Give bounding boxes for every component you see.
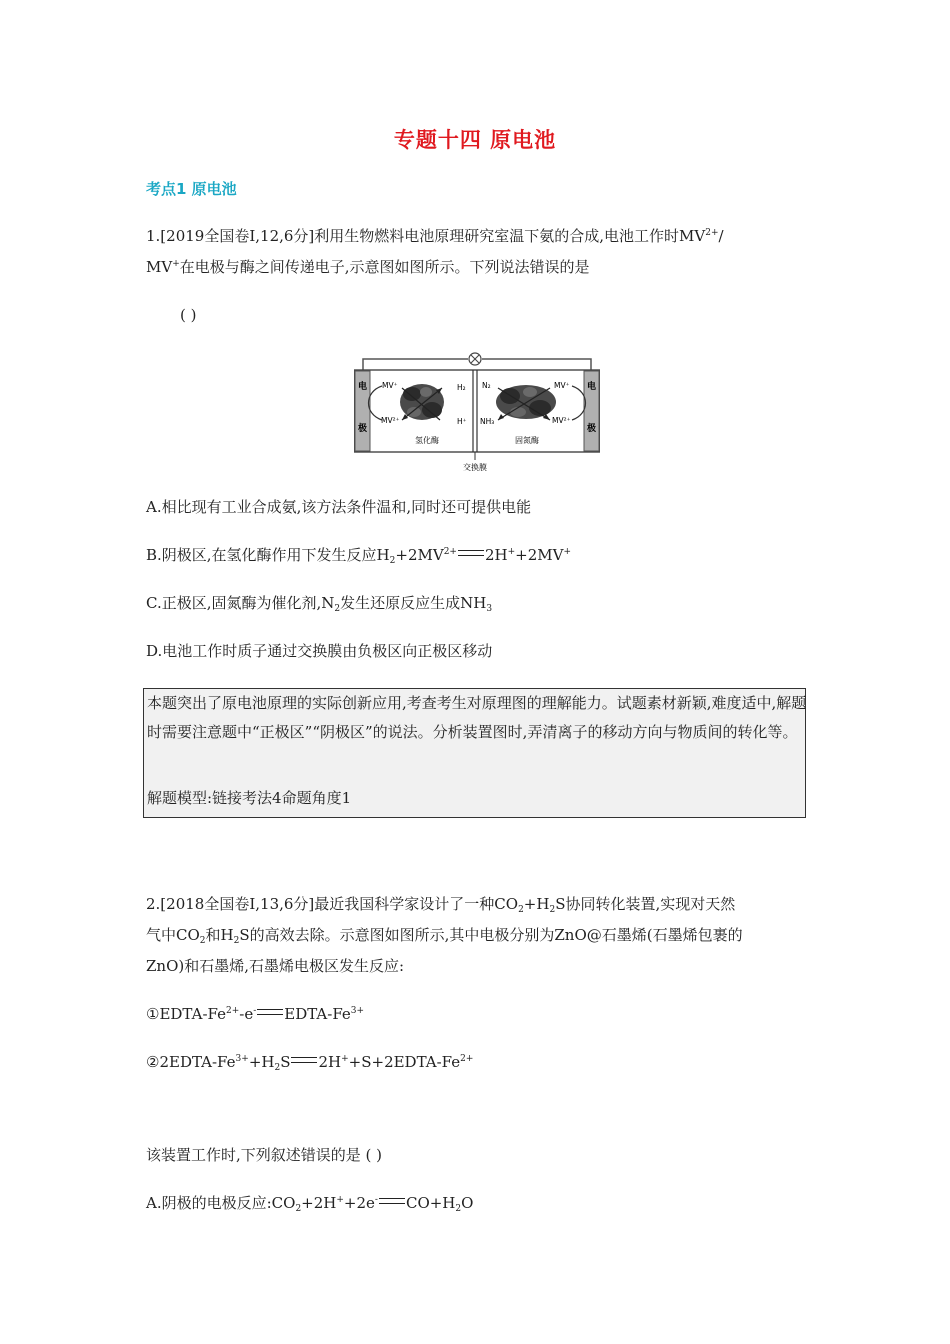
wire-right [482,359,591,370]
mv-plus-left: MV⁺ [382,381,398,390]
enzyme-left-label: 氢化酶 [415,436,439,445]
equals-sign [257,1009,283,1015]
enzyme-right-label: 固氮酶 [515,436,539,445]
q1-option-a: A.相比现有工业合成氨,该方法条件温和,同时还可提供电能 [146,498,532,516]
q2-reaction-1: ①EDTA-$Fe^{2+}-e^-$ EDTA-$Fe^{3+}$ [146,1005,365,1023]
analysis-box [143,688,806,818]
q1-stem-line1: 1.[2019全国卷Ⅰ,12,6分]利用生物燃料电池原理研究室温下氨的合成,电池工作时$MV^{2+}/$ [146,227,724,245]
wire-left [363,359,468,370]
q2-stem-line1: 2.[2018全国卷Ⅰ,13,6分]最近我国科学家设计了一种$CO_2+H_2S$协同转化装置,实现对天然 [146,895,736,915]
equals-sign [379,1198,405,1204]
mv2plus-right: MV²⁺ [552,416,571,425]
n2-label: N₂ [482,381,491,390]
q1-answer-blank: ( ) [180,306,197,324]
mv-plus-right: MV⁺ [554,381,570,390]
battery-diagram-svg [354,350,600,474]
q2-stem-line3: ZnO)和石墨烯,石墨烯电极区发生反应: [146,957,405,975]
analysis-text: 本题突出了原电池原理的实际创新应用,考查考生对原理图的理解能力。试题素材新颖,难度适中,解题时需要注意题中“正极区”“阴极区”的说法。分析装置图时,弄清离子的移动方向与物质间的转化等。 [147,694,807,741]
q2-stem-line2: 气中$CO_2$和$H_2S$的高效去除。示意图如图所示,其中电极分别为ZnO@石墨烯(石墨烯包裹的 [146,926,743,946]
q1-option-c: C.正极区,固氮酶为催化剂$,N_2$发生还原反应生成$NH_3$ [146,594,493,614]
electrode-left-label-2: 极 [357,424,368,434]
q1-option-b: B.阴极区,在氢化酶作用下发生反应$H_2+2MV^{2+}$ 2H++2MV+ [146,546,572,566]
electrode-right-label-1: 电 [586,382,597,392]
q2-question-stem: 该装置工作时,下列叙述错误的是 ( ) [146,1146,383,1164]
equals-sign [291,1057,317,1063]
q1-option-d: D.电池工作时质子通过交换膜由负极区向正极区移动 [146,642,493,660]
mv2plus-left: MV²⁺ [381,416,400,425]
page-title: 专题十四 原电池 [393,128,557,152]
membrane-label: 交换膜 [463,463,487,472]
nh3-label: NH₃ [480,417,495,426]
q2-option-a: A.阴极的电极反应$:CO_2+2H^++2e^-$ $CO+H_2O$ [146,1194,474,1214]
solution-model: 解题模型:链接考法4命题角度1 [147,789,352,807]
q2-reaction-2: $②2EDTA-Fe^{3+}+H_2S$ $2H^++S+2EDTA-Fe^{2+}$ [146,1053,474,1073]
h-plus-label: H⁺ [457,417,467,426]
battery-diagram [354,350,600,474]
equals-sign [458,550,484,556]
electrode-right-label-2: 极 [586,424,597,434]
electrode-left-label-1: 电 [357,382,368,392]
h2-label: H₂ [457,383,466,392]
section-heading: 考点1 原电池 [146,180,237,198]
hydrogenase-image [400,384,444,420]
q1-stem-line2: MV+在电极与酶之间传递电子,示意图如图所示。下列说法错误的是 [146,258,590,276]
